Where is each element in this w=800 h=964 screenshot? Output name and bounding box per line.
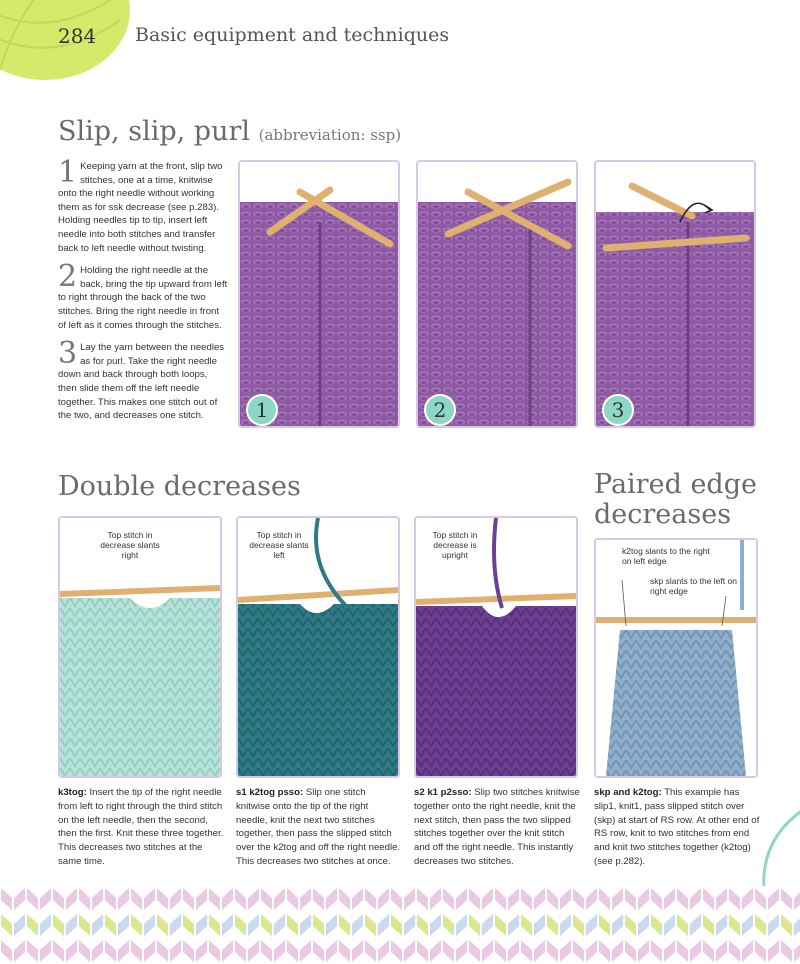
paired-title-line2: decreases xyxy=(594,499,732,530)
ssp-photo-1 xyxy=(238,160,400,428)
ssp-photo-3 xyxy=(594,160,756,428)
ssp-steps xyxy=(58,155,228,432)
step-number: 1 xyxy=(58,155,78,190)
paired-title-line1: Paired edge xyxy=(594,469,757,500)
step-text: Keeping yarn at the front, slip two stitches, one at a time, knitwise onto the right needle without working them as for ssk decrease (see p.283). Holding needles tip to tip, insert left needle into both stitches and transfer back to left needle without twisting. xyxy=(58,161,223,254)
paired-edge-photo xyxy=(594,538,758,778)
running-head: Basic equipment and techniques xyxy=(135,24,450,46)
corner-arc-decoration xyxy=(740,790,800,890)
k3tog-caption xyxy=(58,786,224,869)
k3tog-callout: Top stitch in decrease slants right xyxy=(100,530,160,560)
s2k1p2sso-caption xyxy=(414,786,580,869)
ssp-title: Slip, slip, purl xyxy=(58,116,251,147)
caption-term: s2 k1 p2sso: xyxy=(414,787,472,798)
ssp-step-3 xyxy=(58,336,228,423)
step-number: 3 xyxy=(58,336,78,372)
step-badge-3: 3 xyxy=(602,394,634,426)
ssp-photo-2 xyxy=(416,160,578,428)
paired-caption xyxy=(594,786,760,869)
paired-edge-heading xyxy=(594,470,757,530)
page-number: 284 xyxy=(58,24,97,48)
caption-text: Insert the tip of the right needle from left to right through the third stitch on the left needle, then the second, then the first. Knit these three together. This decreases two stitches at the same time. xyxy=(58,787,224,867)
step-badge-1: 1 xyxy=(246,394,278,426)
s2k1p2sso-callout: Top stitch in decrease is upright xyxy=(432,530,478,560)
knit-stitch-band-decoration xyxy=(0,886,800,964)
caption-text: Slip one stitch knitwise onto the tip of the right needle, knit the next two stitches together, then pass the slipped stitch over the k2tog and off the right needle. This decreases two stitches at once. xyxy=(236,787,401,867)
caption-term: k3tog: xyxy=(58,787,87,798)
step-text: Lay the yarn between the needles as for purl. Take the right needle down and back through both loops, then slide them off the left needle together. This makes one stitch out of the two, and decreases one stitch. xyxy=(58,342,225,422)
ssp-heading xyxy=(58,116,401,147)
step-number: 2 xyxy=(58,259,78,295)
double-decreases-heading: Double decreases xyxy=(58,471,301,502)
caption-term: s1 k2tog psso: xyxy=(236,787,304,798)
caption-text: Slip two stitches knitwise together onto the right needle, knit the next stitch, then pass the two slipped stitches together over the knit stitch and off the right needle. This instantly decreases two stitches. xyxy=(414,787,580,867)
caption-text: This example has slip1, knit1, pass slipped stitch over (skp) at start of RS row. At other end of RS row, knit to two stitches from end and knit two stitches together (k2tog) (see p.282). xyxy=(594,787,760,867)
ssp-abbreviation: (abbreviation: ssp) xyxy=(258,126,402,144)
step-text: Holding the right needle at the back, bring the tip upward from left to right through the back of the two stitches. Bring the right needle in front of left as it comes through the stitches. xyxy=(58,265,228,331)
step-badge-2: 2 xyxy=(424,394,456,426)
skp-edge-callout: skp slants to the left on right edge xyxy=(650,576,737,596)
ssp-step-2 xyxy=(58,259,228,332)
ssp-step-1 xyxy=(58,155,228,255)
s1k2togpsso-caption xyxy=(236,786,402,869)
s1k2togpsso-callout: Top stitch in decrease slants left xyxy=(249,530,309,560)
caption-term: skp and k2tog: xyxy=(594,787,662,798)
k2tog-edge-callout: k2tog slants to the right on left edge xyxy=(622,546,710,566)
